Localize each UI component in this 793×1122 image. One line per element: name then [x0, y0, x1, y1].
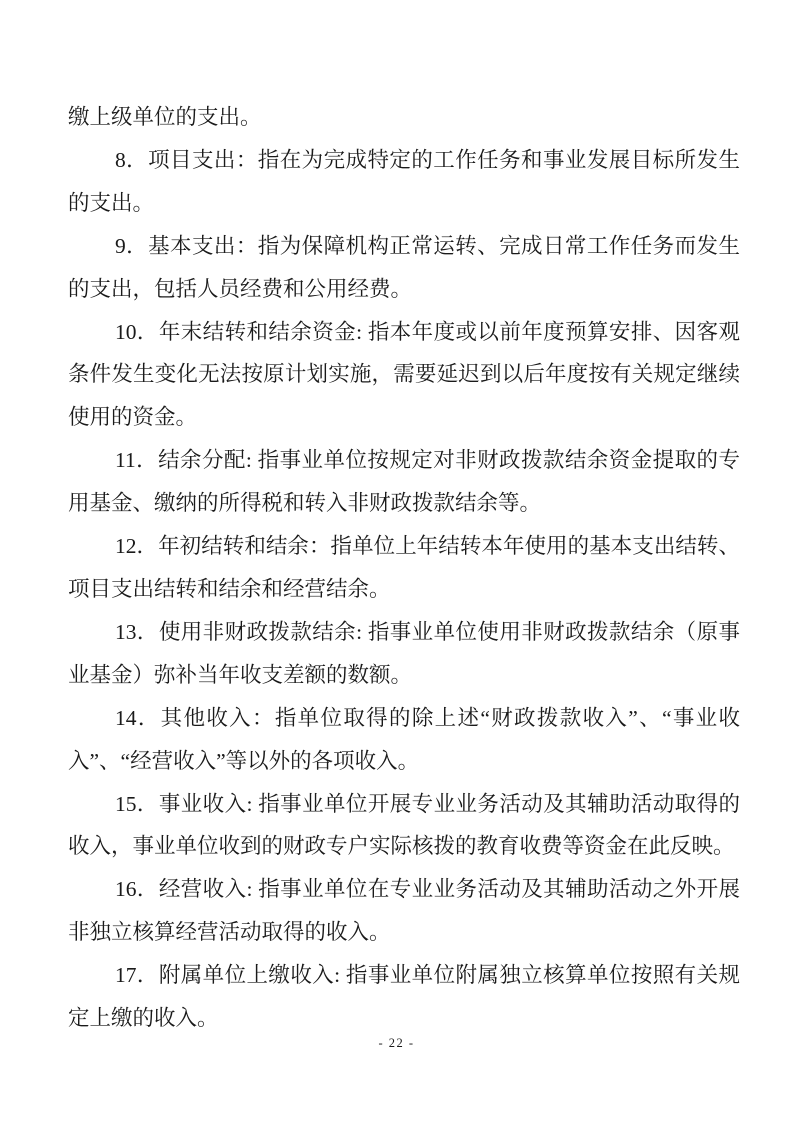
paragraph-item-15: 15．事业收入: 指事业单位开展专业业务活动及其辅助活动取得的收入，事业单位收到的财政专户实际核拨的教育收费等资金在此反映。 [68, 791, 740, 859]
paragraph-item-10: 10．年末结转和结余资金: 指本年度或以前年度预算安排、因客观条件发生变化无法按原计划实施，需要延迟到以后年度按有关规定继续使用的资金。 [68, 319, 740, 430]
paragraph-continuation: 缴上级单位的支出。 [68, 105, 262, 129]
paragraph-item-12: 12．年初结转和结余：指单位上年结转本年使用的基本支出结转、项目支出结转和结余和经营结余。 [68, 534, 740, 601]
paragraph-item-14: 14．其他收入：指单位取得的除上述“财政拨款收入”、“事业收入”、“经营收入”等以外的各项收入。 [68, 705, 740, 773]
paragraph-item-11: 11．结余分配: 指事业单位按规定对非财政拨款结余资金提取的专用基金、缴纳的所得税和转入非财政拨款结余等。 [68, 448, 740, 516]
paragraph-item-17: 17．附属单位上缴收入: 指事业单位附属独立核算单位按照有关规定上缴的收入。 [68, 963, 740, 1031]
paragraph-item-9: 9．基本支出：指为保障机构正常运转、完成日常工作任务而发生的支出，包括人员经费和公用经费。 [68, 233, 740, 301]
paragraph-item-8: 8．项目支出：指在为完成特定的工作任务和事业发展目标所发生的支出。 [68, 147, 740, 215]
page-number: - 22 - [378, 1036, 415, 1050]
paragraph-item-16: 16．经营收入: 指事业单位在专业业务活动及其辅助活动之外开展非独立核算经营活动取得的收入。 [68, 877, 740, 945]
document-body [68, 96, 740, 1040]
paragraph-item-13: 13．使用非财政拨款结余: 指事业单位使用非财政拨款结余（原事业基金）弥补当年收支差额的数额。 [68, 619, 740, 687]
